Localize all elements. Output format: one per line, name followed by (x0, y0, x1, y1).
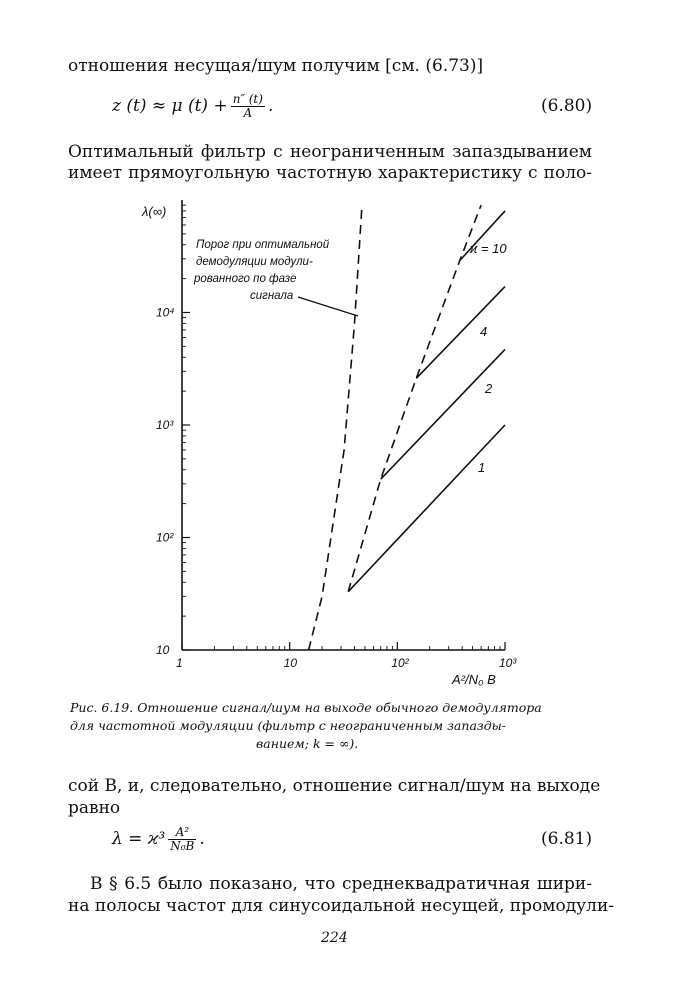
para1-line2: имеет прямоугольную частотную характеристику с поло- (68, 163, 592, 183)
annotation-line: Порог при оптимальной (196, 239, 330, 251)
series-line (348, 205, 481, 592)
x-tick-label: 10 (283, 656, 298, 670)
equation-6-81 (112, 826, 205, 853)
figure-caption-line3: ванием; k = ∞). (256, 736, 359, 751)
page-number: 224 (321, 930, 348, 946)
para2-line1: сой B, и, следовательно, отношение сигнал/шум на выходе (68, 776, 601, 796)
eq81-number: (6.81) (541, 829, 593, 849)
y-tick-label: 10² (156, 530, 174, 545)
x-tick-label: 10³ (499, 656, 517, 670)
series-line (381, 349, 505, 479)
series-line (348, 425, 505, 592)
series-line (416, 287, 505, 379)
series-label: ϰ = 10 (470, 241, 507, 256)
figure-caption-line1: Рис. 6.19. Отношение сигнал/шум на выходе обычного демодулятора (70, 700, 542, 715)
para3-line1: В § 6.5 было показано, что среднеквадратичная шири- (90, 874, 592, 894)
annotation-line: демодуляции модули- (196, 256, 313, 268)
eq81-tail: . (199, 829, 205, 849)
eq81-numerator: A² (168, 826, 196, 840)
para1-line1: Оптимальный фильтр с неограниченным запаздыванием (68, 142, 592, 162)
eq80-lhs: z (t) ≈ μ (t) + (112, 96, 228, 116)
eq81-lhs: λ = ϰ³ (112, 829, 166, 849)
annotation-leader (298, 297, 358, 316)
series-label: 1 (478, 460, 486, 475)
intro-line: отношения несущая/шум получим [см. (6.73)] (68, 56, 484, 76)
y-tick-label: 10³ (156, 418, 174, 432)
eq80-number: (6.80) (541, 96, 593, 116)
figure-caption-line2: для частотной модуляции (фильтр с неограниченным запазды- (70, 718, 507, 733)
x-axis-label: A²/N₀ B (452, 672, 496, 687)
para3-line2: на полосы частот для синусоидальной несущей, промодули- (68, 896, 615, 916)
eq81-fraction (168, 826, 196, 853)
eq80-denominator: A (243, 106, 253, 120)
annotation-line: сигнала (250, 290, 294, 302)
y-axis-label: λ(∞) (142, 204, 167, 219)
eq80-tail: . (267, 96, 274, 116)
series-label: 2 (485, 381, 493, 396)
x-tick-label: 10² (391, 656, 409, 670)
eq81-denominator: N₀B (170, 839, 195, 853)
y-tick-label: 10 (156, 643, 170, 657)
y-tick-label: 10⁴ (156, 305, 175, 320)
series-label: 4 (480, 324, 488, 339)
series-line (309, 205, 362, 650)
chart-labels (141, 204, 517, 687)
chart-series (309, 205, 505, 650)
x-tick-label: 1 (176, 656, 183, 670)
eq80-numerator: n″ (t) (232, 92, 263, 106)
annotation-line: рованного по фазе (194, 273, 297, 285)
para2-line2: равно (68, 798, 121, 818)
